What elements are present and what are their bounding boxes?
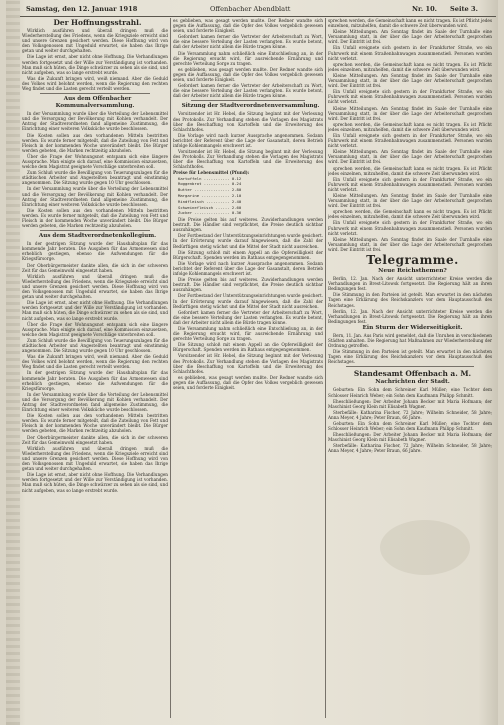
price-row: Kartoffeln ........... 0.12 [178, 175, 242, 181]
telegram-heading: Ein Sturm der Widerseitigkeit. [362, 324, 463, 331]
article-paragraph: Die Stimmung in den Parteien ist geteilt. Man erwartet in den nächsten Tagen eine Erklärung des Reichskanzlers vor dem Hauptausschuß des Reichstages. [328, 292, 492, 308]
article-heading: Aus dem Offenbacher Kommunalversammlung. [55, 96, 135, 110]
article-paragraph: Wirklich ausführen und überall dringen muß die Wiederherstellung des Friedens, wenn die Kriegsziele erreicht sind und unsere Grenzen gesichert werden. Diese Hoffnung wird von den Volksgenossen mit Ungeduld erwartet, sie haben das Ihrige getan und weiter durchgehalten. [22, 28, 168, 54]
article-paragraph: In der Versammlung wurde über die Verteilung der Lebensmittel und die Versorgung der Bevölkerung mit Kohlen verhandelt. Der Antrag der Stadtverordneten fand allgemeine Zustimmung, die Einrichtung einer weiteren Volksküche wurde beschlossen. [22, 111, 168, 132]
article-paragraph: es geblieben, was gesagt werden mußte. Der Redner wandte sich gegen die Auffassung, daß die Opfer des Volkes vergeblich gewesen seien, und forderte Einigkeit. [173, 374, 323, 391]
column-2 [173, 18, 323, 718]
section-heading-telegramme: Telegramme. [366, 253, 459, 268]
registry-paragraph: Geburten: Ein Sohn dem Schreiner Karl Müller; eine Tochter dem Schlosser Heinrich Weber; ein Sohn dem Kaufmann Philipp Schmitt. [328, 421, 492, 432]
price-row: Butter ............... 2.80 [178, 187, 242, 193]
article-paragraph: Die Versammlung nahm schließlich eine Entschließung an, in der die Regierung ersucht wird, für ausreichende Ernährung und gerechte Verteilung Sorge zu tragen. [173, 50, 323, 66]
binding-edge [6, 0, 20, 725]
article-paragraph: Die Kosten sollen aus den vorhandenen Mitteln bestritten werden. Es wurde ferner mitgeteilt, daß die Zuteilung von Fett und Fleisch in der kommenden Woche unverändert bleibt. Die Bürger werden gebeten, die Marken rechtzeitig abzuholen. [22, 207, 168, 229]
article-paragraph: Die Kosten sollen aus den vorhandenen Mitteln bestritten werden. Es wurde ferner mitgeteilt, daß die Zuteilung von Fett und Fleisch in der kommenden Woche unverändert bleibt. Die Bürger werden gebeten, die Marken rechtzeitig abzuholen. [22, 413, 168, 434]
registry-paragraph: Eheschließungen: Der Arbeiter Johann Becker mit Maria Hofmann; der Maschinist Georg Klein mit Elisabeth Wagner. [328, 432, 492, 443]
article-paragraph: Vorsitzender ist Hr. Hebel, die Sitzung beginnt mit der Verlesung des Protokolls. Zur Verhandlung stehen die Vorlagen des Magistrats über die Beschaffung von Kartoffeln und die Erweiterung des Schlachthofes. [173, 353, 323, 374]
column-3 [328, 18, 492, 718]
article-subheading: Nachrichten der Stadt. [375, 379, 450, 386]
article-paragraph: Zum Schluß wurde die Bewilligung von Teuerungszulagen für die städtischen Arbeiter und Angestellten beantragt und einstimmig angenommen. Die Sitzung wurde gegen 10 Uhr geschlossen. [22, 337, 168, 354]
article-paragraph: Die Sitzung schloß mit einem Appell an die Opferwilligkeit der Bürgerschaft. Spenden werden im Rathaus entgegengenommen. [173, 249, 323, 260]
article-paragraph: Ein Unfall ereignete sich gestern in der Frankfurter Straße, wo ein Fuhrwerk mit einem Straßenbahnwagen zusammenstieß. Personen wurden nicht verletzt. [328, 89, 492, 105]
article-separator [40, 230, 150, 231]
registry-paragraph: Eheschließungen: Der Arbeiter Johann Becker mit Maria Hofmann; der Maschinist Georg Klein mit Elisabeth Wagner. [328, 398, 492, 409]
article-paragraph: Der Oberbürgermeister dankte allen, die sich in der schweren Zeit für das Gemeinwohl eingesetzt haben. [22, 262, 168, 273]
article-paragraph: sprechen werden, die Gemeinschaft kann es nicht tragen. Es ist Pflicht jedes einzelnen, mitzuhelfen, damit die schwere Zeit überwunden wird. [328, 165, 492, 176]
article-paragraph: Gefordert kamen ferner die Vertreter der Arbeiterschaft zu Wort, die eine bessere Verteilung der Lasten verlangten. Es wurde betont, daß der Arbeiter nicht allein die Bürde tragen könne. [173, 34, 323, 50]
column-rule [325, 18, 326, 718]
registry-paragraph: Sterbefälle: Katharina Fischer, 72 Jahre; Wilhelm Schneider, 58 Jahre; Anna Meyer, 4 Jahre; Peter Braun, 66 Jahre. [328, 443, 492, 454]
article-paragraph: Der Oberbürgermeister dankte allen, die sich in der schweren Zeit für das Gemeinwohl eingesetzt haben. [22, 434, 168, 445]
article-paragraph: Die Lage ist ernst, aber nicht ohne Hoffnung. Die Verhandlungen werden fortgesetzt und der Wille zur Verständigung ist vorhanden. Man muß sich hüten, die Dinge schwärzer zu sehen als sie sind, und nicht aufgeben, was so lange erstrebt wurde. [22, 54, 168, 75]
article-paragraph: Ein Unfall ereignete sich gestern in der Frankfurter Straße, wo ein Fuhrwerk mit einem Straßenbahnwagen zusammenstieß. Personen wurden nicht verletzt. [328, 220, 492, 236]
article-paragraph: Kleine Mitteilungen. Am Sonntag findet im Saale der Turnhalle eine Versammlung statt, in der über die Lage der Arbeiterschaft gesprochen wird. Der Eintritt ist frei. [328, 29, 492, 45]
article-paragraph: Die Preise gelten bis auf weiteres. Zuwiderhandlungen werden bestraft. Die Händler sind verpflichtet, die Preise deutlich sichtbar auszuhängen. [173, 277, 323, 293]
article-paragraph: In der Versammlung wurde über die Verteilung der Lebensmittel und die Versorgung der Bevölkerung mit Kohlen verhandelt. Der Antrag der Stadtverordneten fand allgemeine Zustimmung, die Einrichtung einer weiteren Volksküche wurde beschlossen. [22, 186, 168, 207]
article-paragraph: Der Fortbestand der Unterstützungseinrichtungen wurde gesichert. In der Erörterung wurde darauf hingewiesen, daß die Zahl der Bedürftigen stetig wächst und die Mittel der Stadt nicht ausreichen. [173, 233, 323, 249]
article-paragraph: Vorsitzender ist Hr. Hebel, die Sitzung beginnt mit der Verlesung des Protokolls. Zur Verhandlung stehen die Vorlagen des Magistrats über die Beschaffung von Kartoffeln und die Erweiterung des Schlachthofes. [173, 149, 323, 170]
article-paragraph: Gefordert kamen ferner die Vertreter der Arbeiterschaft zu Wort, die eine bessere Verteilung der Lasten verlangten. Es wurde betont, daß der Arbeiter nicht allein die Bürde tragen könne. [173, 83, 323, 99]
registry-paragraph: Geburten: Ein Sohn dem Schreiner Karl Müller; eine Tochter dem Schlosser Heinrich Weber; ein Sohn dem Kaufmann Philipp Schmitt. [328, 387, 492, 398]
price-row: Schweinefleisch ...... 2.60 [178, 204, 242, 210]
issue-date: Samstag, den 12. Januar 1918 [26, 5, 138, 13]
page-number: Seite 3. [450, 5, 478, 13]
column-1 [22, 18, 168, 718]
article-heading: Der Hoffnungsstrahl. [53, 18, 142, 27]
article-paragraph: Vorsitzender ist Hr. Hebel, die Sitzung beginnt mit der Verlesung des Protokolls. Zur Verhandlung stehen die Vorlagen des Magistrats über die Beschaffung von Kartoffeln und die Erweiterung des Schlachthofes. [173, 111, 323, 132]
article-paragraph: Die Versammlung nahm schließlich eine Entschließung an, in der die Regierung ersucht wird, für ausreichende Ernährung und gerechte Verteilung Sorge zu tragen. [173, 325, 323, 342]
article-paragraph: Zum Schluß wurde die Bewilligung von Teuerungszulagen für die städtischen Arbeiter und Angestellten beantragt und einstimmig angenommen. Die Sitzung wurde gegen 10 Uhr geschlossen. [22, 170, 168, 186]
price-row: Roggenbrot ........... 0.24 [178, 181, 242, 187]
article-paragraph: Der Fortbestand der Unterstützungseinrichtungen wurde gesichert. In der Erörterung wurde darauf hingewiesen, daß die Zahl der Bedürftigen stetig wächst und die Mittel der Stadt nicht ausreichen. [173, 293, 323, 309]
article-heading: Sitzung der Stadtverordnetenversammlung. [181, 103, 320, 110]
article-paragraph: sprechen werden, die Gemeinschaft kann es nicht tragen. Es ist Pflicht jedes einzelnen, mitzuhelfen, damit die schwere Zeit überwunden wird. [328, 61, 492, 72]
price-row: Zucker ............... 0.36 [178, 210, 242, 216]
issue-number: Nr. 10. [412, 5, 437, 13]
article-paragraph: Die Lage ist ernst, aber nicht ohne Hoffnung. Die Verhandlungen werden fortgesetzt und der Wille zur Verständigung ist vorhanden. Man muß sich hüten, die Dinge schwärzer zu sehen als sie sind, und nicht aufgeben, was so lange erstrebt wurde. [22, 300, 168, 321]
article-paragraph: sprechen werden, die Gemeinschaft kann es nicht tragen. Es ist Pflicht jedes einzelnen, mitzuhelfen, damit die schwere Zeit überwunden wird. [328, 209, 492, 220]
article-paragraph: Bern, 11. Jan. Aus Paris wird gemeldet, daß die Unruhen in verschiedenen Städten anhalten. Die Regierung hat Maßnahmen zur Wiederherstellung der Ordnung getroffen. [328, 332, 492, 349]
article-paragraph: In der Versammlung wurde über die Verteilung der Lebensmittel und die Versorgung der Bevölkerung mit Kohlen verhandelt. Der Antrag der Stadtverordneten fand allgemeine Zustimmung, die Einrichtung einer weiteren Volksküche wurde beschlossen. [22, 391, 168, 413]
article-paragraph: Wirklich ausführen und überall dringen muß die Wiederherstellung des Friedens, wenn die Kriegsziele erreicht sind und unsere Grenzen gesichert werden. Diese Hoffnung wird von den Volksgenossen mit Ungeduld erwartet, sie haben das Ihrige getan und weiter durchgehalten. [22, 445, 168, 472]
article-paragraph: Gefordert kamen ferner die Vertreter der Arbeiterschaft zu Wort, die eine bessere Verteilung der Lasten verlangten. Es wurde betont, daß der Arbeiter nicht allein die Bürde tragen könne. [173, 309, 323, 325]
article-paragraph: es geblieben, was gesagt werden mußte. Der Redner wandte sich gegen die Auffassung, daß die Opfer des Volkes vergeblich gewesen seien, und forderte Einigkeit. [173, 66, 323, 83]
article-paragraph: Ein Unfall ereignete sich gestern in der Frankfurter Straße, wo ein Fuhrwerk mit einem Straßenbahnwagen zusammenstieß. Personen wurden nicht verletzt. [328, 45, 492, 61]
article-paragraph: Was die Zukunft bringen wird, weiß niemand. Aber die Geduld des Volkes wird belohnt werden, wenn die Regierung den rechten Weg findet und die Lasten gerecht verteilt werden. [22, 75, 168, 92]
article-paragraph: Die Stimmung in den Parteien ist geteilt. Man erwartet in den nächsten Tagen eine Erklärung des Reichskanzlers vor dem Hauptausschuß des Reichstages. [328, 349, 492, 365]
article-separator [40, 93, 150, 94]
article-paragraph: Die Preise gelten bis auf weiteres. Zuwiderhandlungen werden bestraft. Die Händler sind verpflichtet, die Preise deutlich sichtbar auszuhängen. [173, 217, 323, 233]
article-paragraph: Ein Unfall ereignete sich gestern in der Frankfurter Straße, wo ein Fuhrwerk mit einem Straßenbahnwagen zusammenstieß. Personen wurden nicht verletzt. [328, 132, 492, 149]
article-paragraph: sprechen werden, die Gemeinschaft kann es nicht tragen. Es ist Pflicht jedes einzelnen, mitzuhelfen, damit die schwere Zeit überwunden wird. [328, 18, 492, 29]
article-paragraph: sprechen werden, die Gemeinschaft kann es nicht tragen. Es ist Pflicht jedes einzelnen, mitzuhelfen, damit die schwere Zeit überwunden wird. [328, 121, 492, 132]
article-paragraph: Die Sitzung schloß mit einem Appell an die Opferwilligkeit der Bürgerschaft. Spenden werden im Rathaus entgegengenommen. [173, 342, 323, 353]
column-rule [170, 18, 171, 718]
article-paragraph: es geblieben, was gesagt werden mußte. Der Redner wandte sich gegen die Auffassung, daß die Opfer des Volkes vergeblich gewesen seien, und forderte Einigkeit. [173, 18, 323, 34]
article-paragraph: Wirklich ausführen und überall dringen muß die Wiederherstellung des Friedens, wenn die Kriegsziele erreicht sind und unsere Grenzen gesichert werden. Diese Hoffnung wird von den Volksgenossen mit Ungeduld erwartet, sie haben das Ihrige getan und weiter durchgehalten. [22, 273, 168, 300]
article-heading: Aus dem Stadtverordnetenkollegium. [38, 233, 157, 240]
price-row: Margarine ............ 2.10 [178, 192, 242, 198]
article-paragraph: Die Vorlage wird nach kurzer Aussprache angenommen. Sodann berichtet der Referent über die Lage der Gasanstalt, deren Betrieb infolge Kohlenmangels erschwert ist. [173, 132, 323, 148]
registry-paragraph: Sterbefälle: Katharina Fischer, 72 Jahre; Wilhelm Schneider, 58 Jahre; Anna Meyer, 4 Jahre; Peter Braun, 66 Jahre. [328, 409, 492, 420]
article-paragraph: Was die Zukunft bringen wird, weiß niemand. Aber die Geduld des Volkes wird belohnt werden, wenn die Regierung den rechten Weg findet und die Lasten gerecht verteilt werden. [22, 354, 168, 370]
article-paragraph: Kleine Mitteilungen. Am Sonntag findet im Saale der Turnhalle eine Versammlung statt, in der über die Lage der Arbeiterschaft gesprochen wird. Der Eintritt ist frei. [328, 105, 492, 121]
article-paragraph: Ein Unfall ereignete sich gestern in der Frankfurter Straße, wo ein Fuhrwerk mit einem Straßenbahnwagen zusammenstieß. Personen wurden nicht verletzt. [328, 176, 492, 192]
article-paragraph: Die Vorlage wird nach kurzer Aussprache angenommen. Sodann berichtet der Referent über die Lage der Gasanstalt, deren Betrieb infolge Kohlenmangels erschwert ist. [173, 260, 323, 277]
article-paragraph: Kleine Mitteilungen. Am Sonntag findet im Saale der Turnhalle eine Versammlung statt, in der über die Lage der Arbeiterschaft gesprochen wird. Der Eintritt ist frei. [328, 72, 492, 89]
article-paragraph: Über die Frage der Wohnungsnot entspann sich eine längere Aussprache. Man einigte sich darauf, eine Kommission einzusetzen, welche dem Magistrat geeignete Vorschläge unterbreiten soll. [22, 321, 168, 337]
article-separator [346, 366, 474, 367]
article-heading: Standesamt Offenbach a. M. [353, 369, 472, 379]
article-paragraph: Die Kosten sollen aus den vorhandenen Mitteln bestritten werden. Es wurde ferner mitgeteilt, daß die Zuteilung von Fett und Fleisch in der kommenden Woche unverändert bleibt. Die Bürger werden gebeten, die Marken rechtzeitig abzuholen. [22, 132, 168, 153]
article-paragraph: Berlin, 12. Jan. Nach der Ansicht unterrichteter Kreise werden die Verhandlungen in Brest-Litowsk fortgesetzt. Die Regierung hält an ihren Bedingungen fest. [328, 308, 492, 324]
article-paragraph: Über die Frage der Wohnungsnot entspann sich eine längere Aussprache. Man einigte sich darauf, eine Kommission einzusetzen, welche dem Magistrat geeignete Vorschläge unterbreiten soll. [22, 153, 168, 170]
price-table-title: Preise für Lebensmittel (Pfund): [173, 170, 250, 176]
article-paragraph: Kleine Mitteilungen. Am Sonntag findet im Saale der Turnhalle eine Versammlung statt, in der über die Lage der Arbeiterschaft gesprochen wird. Der Eintritt ist frei. [328, 236, 492, 252]
article-paragraph: Kleine Mitteilungen. Am Sonntag findet im Saale der Turnhalle eine Versammlung statt, in der über die Lage der Arbeiterschaft gesprochen wird. Der Eintritt ist frei. [328, 193, 492, 209]
article-paragraph: In der gestrigen Sitzung wurde der Haushaltsplan für das kommende Jahr beraten. Die Ausgaben für das Armenwesen sind erheblich gestiegen, ebenso die Aufwendungen für die Kriegsfürsorge. [22, 241, 168, 262]
article-paragraph: Die Lage ist ernst, aber nicht ohne Hoffnung. Die Verhandlungen werden fortgesetzt und der Wille zur Verständigung ist vorhanden. Man muß sich hüten, die Dinge schwärzer zu sehen als sie sind, und nicht aufgeben, was so lange erstrebt wurde. [22, 472, 168, 493]
article-separator [191, 100, 305, 101]
newspaper-title: Offenbacher Abendblatt [210, 5, 291, 13]
article-paragraph: In der gestrigen Sitzung wurde der Haushaltsplan für das kommende Jahr beraten. Die Ausgaben für das Armenwesen sind erheblich gestiegen, ebenso die Aufwendungen für die Kriegsfürsorge. [22, 370, 168, 391]
masthead [20, 2, 496, 17]
telegram-heading: Neue Reichsthemen? [378, 268, 447, 275]
article-paragraph: Kleine Mitteilungen. Am Sonntag findet im Saale der Turnhalle eine Versammlung statt, in der über die Lage der Arbeiterschaft gesprochen wird. Der Eintritt ist frei. [328, 149, 492, 165]
article-paragraph: Berlin, 12. Jan. Nach der Ansicht unterrichteter Kreise werden die Verhandlungen in Brest-Litowsk fortgesetzt. Die Regierung hält an ihren Bedingungen fest. [328, 276, 492, 292]
price-row: Rindfleisch .......... 2.40 [178, 198, 242, 204]
